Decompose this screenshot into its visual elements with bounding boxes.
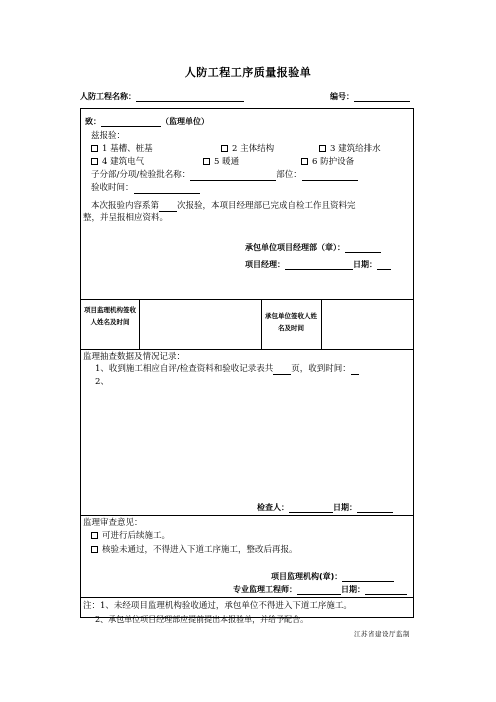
section3-heading: 监理审查意见： <box>83 518 143 528</box>
checkbox-icon[interactable] <box>203 158 210 165</box>
review-option-2[interactable]: 核验未通过，不得进入下道工序施工，整改后再报。 <box>91 545 298 556</box>
project-name-blank[interactable] <box>136 92 244 102</box>
divider-4 <box>81 597 413 598</box>
note-line-2: 2、承包单位项目经理部应提前提出本报验单，并给予配合。 <box>95 615 309 624</box>
org-seal-line: 项目监理机构(章)： <box>271 571 394 582</box>
review-option-1[interactable]: 可进行后续施工。 <box>91 531 170 542</box>
checkbox-icon[interactable] <box>221 145 228 152</box>
project-manager-line: 项目经理： 日期： <box>245 259 391 270</box>
section2-heading: 监理抽查数据及情况记录： <box>83 352 186 362</box>
checkbox-icon[interactable] <box>91 158 98 165</box>
checkbox-icon[interactable] <box>319 145 326 152</box>
to-line <box>85 116 209 127</box>
vdivider-3 <box>321 299 322 349</box>
paragraph-line-2: 整，并呈报相应资料。 <box>83 213 169 223</box>
option-5[interactable]: 5 暖通 <box>203 157 239 168</box>
checkbox-icon[interactable] <box>91 546 98 553</box>
project-name-field <box>80 91 244 102</box>
divider-1 <box>81 299 413 300</box>
checkbox-icon[interactable] <box>91 145 98 152</box>
contractor-dept-line: 承包单位项目经理部（章）： <box>245 242 381 253</box>
number-label: 编号： <box>330 92 354 101</box>
date-blank-1[interactable] <box>377 260 391 270</box>
supervisor-receipt-label: 项目监理机构签收人姓名及时间 <box>84 306 136 326</box>
page-title: 人防工程工序质量报验单 <box>184 66 312 79</box>
pages-blank[interactable] <box>273 365 291 375</box>
checkbox-icon[interactable] <box>301 158 308 165</box>
project-name-label: 人防工程名称： <box>80 92 136 101</box>
form-table <box>80 108 414 624</box>
org-blank[interactable] <box>342 572 394 582</box>
manager-blank[interactable] <box>285 260 353 270</box>
section2-line2: 2、 <box>95 377 109 387</box>
vdivider-1 <box>139 299 140 349</box>
date-blank-2[interactable] <box>357 503 393 513</box>
option-1[interactable]: 1 基槽、桩基 <box>91 144 153 155</box>
receive-time-blank[interactable] <box>351 365 359 375</box>
contractor-receipt-label: 承包单位签收人姓名及时间 <box>265 312 317 332</box>
count-blank[interactable] <box>159 202 177 212</box>
contractor-blank[interactable] <box>345 243 381 253</box>
option-2[interactable]: 2 主体结构 <box>221 144 274 155</box>
option-6[interactable]: 6 防护设备 <box>301 157 354 168</box>
inspector-blank[interactable] <box>289 503 333 513</box>
vdivider-2 <box>261 299 262 349</box>
to-suffix: （监理单位） <box>161 117 209 126</box>
divider-3 <box>81 515 413 516</box>
note-line-1: 注：1、未经项目监理机构验收通过，承包单位不得进入下道工序施工。 <box>83 601 352 611</box>
to-blank[interactable] <box>101 117 161 127</box>
divider-2 <box>81 349 413 350</box>
to-label: 致： <box>85 117 101 126</box>
engineer-line: 专业监理工程师： 日期： <box>233 584 407 595</box>
subitem-line: 子分部/分项/检验批名称： 部位： <box>91 170 358 181</box>
option-3[interactable]: 3 建筑给排水 <box>319 144 381 155</box>
location-blank[interactable] <box>302 171 358 181</box>
acceptance-time-blank[interactable] <box>134 184 200 194</box>
checkbox-icon[interactable] <box>91 532 98 539</box>
engineer-blank[interactable] <box>297 585 341 595</box>
date-blank-3[interactable] <box>365 585 407 595</box>
acceptance-time-line: 验收时间： <box>91 183 200 194</box>
subitem-blank[interactable] <box>190 171 276 181</box>
paragraph-line-1: 本次报验内容系第 次报验，本项目经理部已完成自检工作且资料完 <box>91 201 356 211</box>
option-4[interactable]: 4 建筑电气 <box>91 157 144 168</box>
inspector-line: 检查人： 日期： <box>257 502 393 513</box>
number-field <box>330 91 410 102</box>
intro-text: 兹报验： <box>91 131 126 141</box>
issuer-footer: 江苏省建设厅监制 <box>354 630 410 638</box>
section2-line1: 1、收到施工相应自评/检查资料和验收记录表共 页，收到时间： <box>95 364 359 375</box>
number-blank[interactable] <box>354 92 410 102</box>
